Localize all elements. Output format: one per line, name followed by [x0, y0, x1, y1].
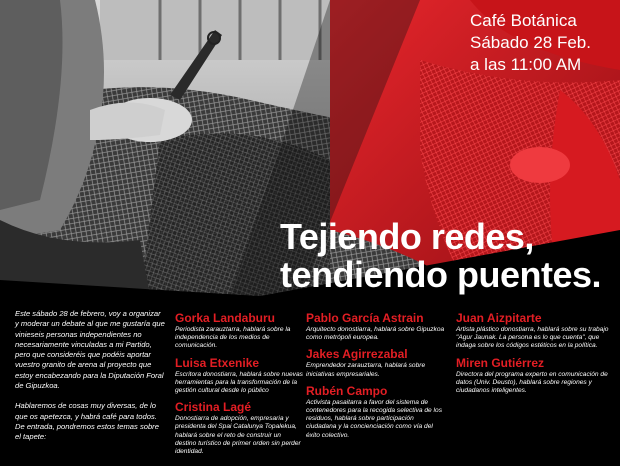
- speaker-description: Activista pasaitarra a favor del sistema de contenedores para la recogida selectiva de los residuos, hablará sobre participación ciudadana y la concienciación como vía del éxito colectivo.: [306, 398, 442, 439]
- speaker-description: Donostiarra de adopción, empresaria y presidenta del Spai Catalunya Topalekua, hablará sobre el reto de construir un destino turístico de primer orden sin perder identidad.: [175, 415, 301, 456]
- headline-line-2: tendiendo puentes.: [280, 254, 602, 295]
- speaker: [306, 348, 446, 378]
- speaker-description: Periodista zarauztarra, hablará sobre la independencia de los medios de comunicación.: [175, 326, 291, 350]
- event-info: [470, 10, 615, 76]
- event-venue: Café Botánica: [470, 11, 577, 30]
- event-date: Sábado 28 Feb.: [470, 33, 591, 52]
- speaker-name: Rubén Campo: [306, 383, 388, 398]
- speakers-column-2: [306, 312, 446, 446]
- speaker-description: Escritora donostiarra, hablará sobre nuevas herramientas para la transformación de la gestión cultural desde lo público: [175, 370, 303, 395]
- speaker-name: Jakes Agirrezabal: [306, 347, 408, 362]
- speaker: [175, 312, 303, 351]
- headline-line-1: Tejiendo redes,: [280, 216, 534, 257]
- speaker-name: Miren Gutiérrez: [456, 355, 545, 370]
- intro-paragraph-1: Este sábado 28 de febrero, voy a organizar y moderar un debate al que me gustaría que vinieseis personas independientes no necesariamente vinculadas a mi Partido, pero que consideréis que podéis aportar vuestro granito de arena al proyecto que estoy encabezando para la Diputación Foral de Gipuzkoa.: [15, 309, 165, 391]
- speaker-description: Emprendedor zarauztarra, hablará sobre iniciativas empresariales.: [306, 362, 426, 378]
- speaker: [456, 312, 616, 351]
- speaker: [306, 312, 446, 342]
- speaker: [306, 385, 446, 440]
- speaker: [456, 357, 616, 396]
- speakers-column-1: [175, 312, 303, 462]
- speaker-description: Arquitecto donostiarra, hablará sobre Gipuzkoa como metrópoli europea.: [306, 326, 445, 342]
- speaker: [175, 357, 303, 396]
- speaker-name: Luisa Etxenike: [175, 355, 260, 370]
- headline: [280, 218, 601, 294]
- speaker: [175, 401, 303, 456]
- speakers-column-3: [456, 312, 616, 401]
- speaker-name: Gorka Landaburu: [175, 311, 276, 325]
- intro-paragraph-2: Hablaremos de cosas muy diversas, de lo que os apetezca, y habrá café para todos. De entrada, pondremos estos temas sobre el tapete:: [15, 401, 159, 442]
- speaker-description: Directora del programa experto en comunicación de datos (Univ. Deusto), hablará sobre regiones y ciudadanos inteligentes.: [456, 370, 608, 395]
- speaker-description: Artista plástico donostiarra, hablará sobre su trabajo "Agur Jaunak. La persona es lo que cuenta", que indaga sobre los códigos estéticos en la política.: [456, 326, 609, 350]
- speaker-name: Juan Aizpitarte: [456, 311, 542, 325]
- speaker-name: Cristina Lagé: [175, 400, 252, 415]
- event-time: a las 11:00 AM: [470, 55, 582, 74]
- speaker-name: Pablo García Astrain: [306, 311, 424, 325]
- intro-text: [15, 309, 165, 453]
